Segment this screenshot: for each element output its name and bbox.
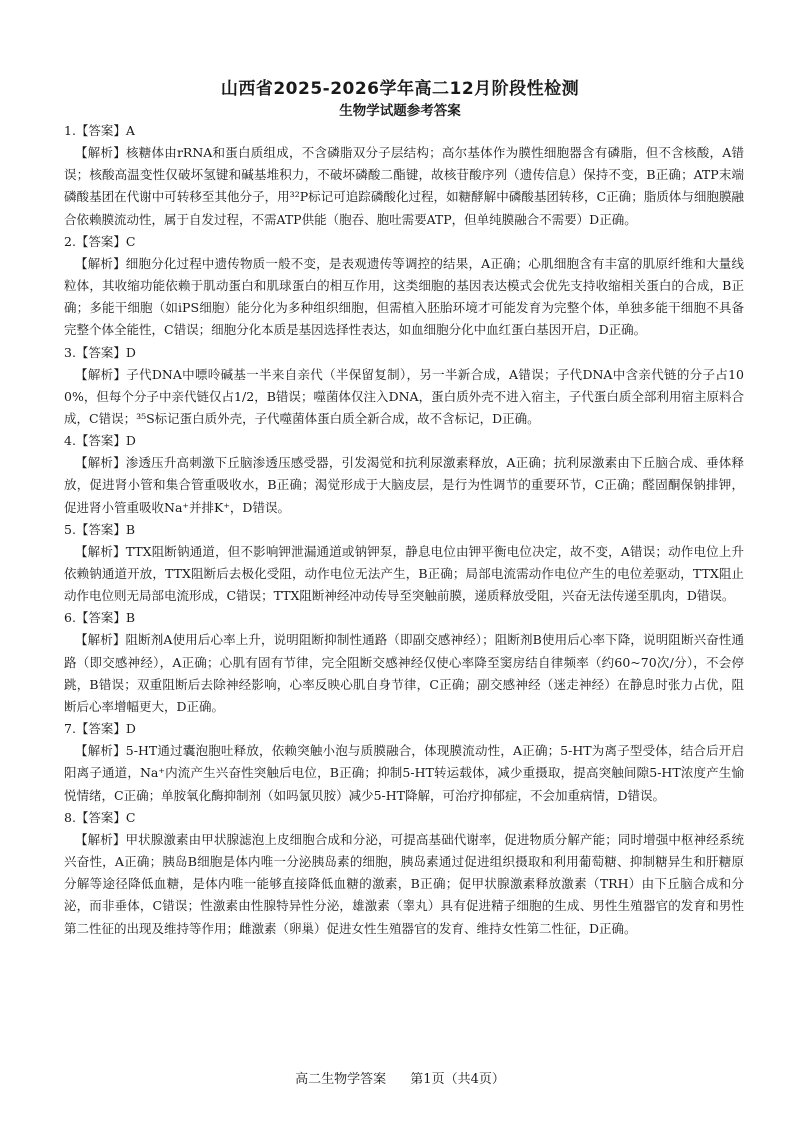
answer-line: 6.【答案】B: [64, 610, 136, 626]
page-title: 山西省2025-2026学年高二12月阶段性检测: [220, 79, 580, 99]
question-6: [64, 607, 744, 718]
footer-course: 高二生物学答案: [295, 1072, 387, 1087]
explanation-text: 【解析】TTX阻断钠通道，但不影响钾泄漏通道或钠钾泵，静息电位由钾平衡电位决定，故不变，A错误；动作电位上升依赖钠通道开放，TTX阻断后去极化受阻，动作电位无法产生，B正确；局部电流需动作电位产生的电位差驱动，TTX阻止动作电位则无局部电流形成，C错误；TTX阻断神经冲动传导至突触前膜，递质释放受阻，兴奋无法传递至肌肉，D错误。: [64, 543, 744, 604]
explanation-text: 【解析】细胞分化过程中遗传物质一般不变，是表观遗传等调控的结果，A正确；心肌细胞含有丰富的肌原纤维和大量线粒体，其收缩功能依赖于肌动蛋白和肌球蛋白的相互作用，这类细胞的基因表达模式会优先支持收缩相关蛋白的合成，B正确；多能干细胞（如iPS细胞）能分化为多种组织细胞，但需植入胚胎环境才可能发育为完整个体，单独多能干细胞不具备完整个体全能性，C错误；细胞分化本质是基因选择性表达，如血细胞分化中血红蛋白基因开启，D正确。: [64, 255, 744, 338]
explanation-text: 【解析】5-HT通过囊泡胞吐释放，依赖突触小泡与质膜融合，体现膜流动性，A正确；5-HT为离子型受体，结合后开启阳离子通道，Na⁺内流产生兴奋性突触后电位，B正确；抑制5-HT转运载体，减少重摄取，提高突触间隙5-HT浓度产生愉悦情绪，C正确；单胺氧化酶抑制剂（如吗氯贝胺）减少5-HT降解，可治疗抑郁症，不会加重病情，D错误。: [64, 743, 744, 803]
answer-line: 1.【答案】A: [64, 123, 135, 138]
page-subtitle: 生物学试题参考答案: [339, 103, 461, 119]
answer-line: 8.【答案】C: [64, 809, 136, 825]
question-8: [64, 807, 744, 940]
answer-line: 5.【答案】B: [64, 521, 136, 537]
answer-line: 2.【答案】C: [64, 233, 136, 249]
footer-page-number: 第1页（共4页）: [410, 1072, 505, 1087]
question-4: [64, 430, 744, 519]
question-1: [64, 120, 744, 231]
question-5: [64, 519, 744, 608]
question-2: [64, 231, 744, 342]
answer-line: 3.【答案】D: [64, 344, 136, 360]
answer-line: 7.【答案】D: [64, 721, 136, 737]
explanation-text: 【解析】子代DNA中嘌呤碱基一半来自亲代（半保留复制），另一半新合成，A错误；子代DNA中含亲代链的分子占100%，但每个分子中亲代链仅占1/2，B错误；噬菌体仅注入DNA，蛋白质外壳不进入宿主，子代蛋白质全部利用宿主原料合成，C错误；³⁵S标记蛋白质外壳，子代噬菌体蛋白质全新合成，故不含标记，D正确。: [64, 366, 744, 427]
explanation-text: 【解析】核糖体由rRNA和蛋白质组成，不含磷脂双分子层结构；高尔基体作为膜性细胞器含有磷脂，但不含核酸，A错误；核酸高温变性仅破坏氢键和碱基堆积力，不破坏磷酸二酯键，故核苷酸序列（遗传信息）保持不变，B正确；ATP末端磷酸基团在代谢中可转移至其他分子，用³²P标记可追踪磷酸化过程，如糖酵解中磷酸基团转移，C正确；脂质体与细胞膜融合依赖膜流动性，属于自发过程，不需ATP供能（胞吞、胞吐需要ATP，但单纯膜融合不需要）D正确。: [64, 145, 744, 227]
explanation-text: 【解析】渗透压升高刺激下丘脑渗透压感受器，引发渴觉和抗利尿激素释放，A正确；抗利尿激素由下丘脑合成、垂体释放，促进肾小管和集合管重吸收水，B正确；渴觉形成于大脑皮层，是行为性调节的重要环节，C正确；醛固酮保钠排钾，促进肾小管重吸收Na⁺并排K⁺，D错误。: [64, 455, 744, 515]
question-3: [64, 342, 744, 431]
question-7: [64, 718, 744, 807]
answer-line: 4.【答案】D: [64, 433, 136, 449]
page-footer: [0, 1068, 800, 1087]
explanation-text: 【解析】甲状腺激素由甲状腺滤泡上皮细胞合成和分泌，可提高基础代谢率，促进物质分解产能；同时增强中枢神经系统兴奋性，A正确；胰岛B细胞是体内唯一分泌胰岛素的细胞，胰岛素通过促进组织摄取和利用葡萄糖、抑制糖异生和肝糖原分解等途径降低血糖，是体内唯一能够直接降低血糖的激素，B正确；促甲状腺激素释放激素（TRH）由下丘脑合成和分泌，而非垂体，C错误；性激素由性腺特异性分泌，雄激素（睾丸）具有促进精子细胞的生成、男性生殖器官的发育和男性第二性征的出现及维持等作用；雌激素（卵巢）促进女性生殖器官的发育、维持女性第二性征，D正确。: [64, 831, 744, 936]
answer-list: [64, 120, 744, 940]
explanation-text: 【解析】阻断剂A使用后心率上升，说明阻断抑制性通路（即副交感神经）；阻断剂B使用后心率下降，说明阻断兴奋性通路（即交感神经），A正确；心肌有固有节律，完全阻断交感神经仅使心率降至窦房结自律频率（约60~70次/分），不会停跳，B错误；双重阻断后去除神经影响，心率反映心肌自身节律，C正确；副交感神经（迷走神经）在静息时张力占优，阻断后心率增幅更大，D正确。: [64, 632, 744, 715]
